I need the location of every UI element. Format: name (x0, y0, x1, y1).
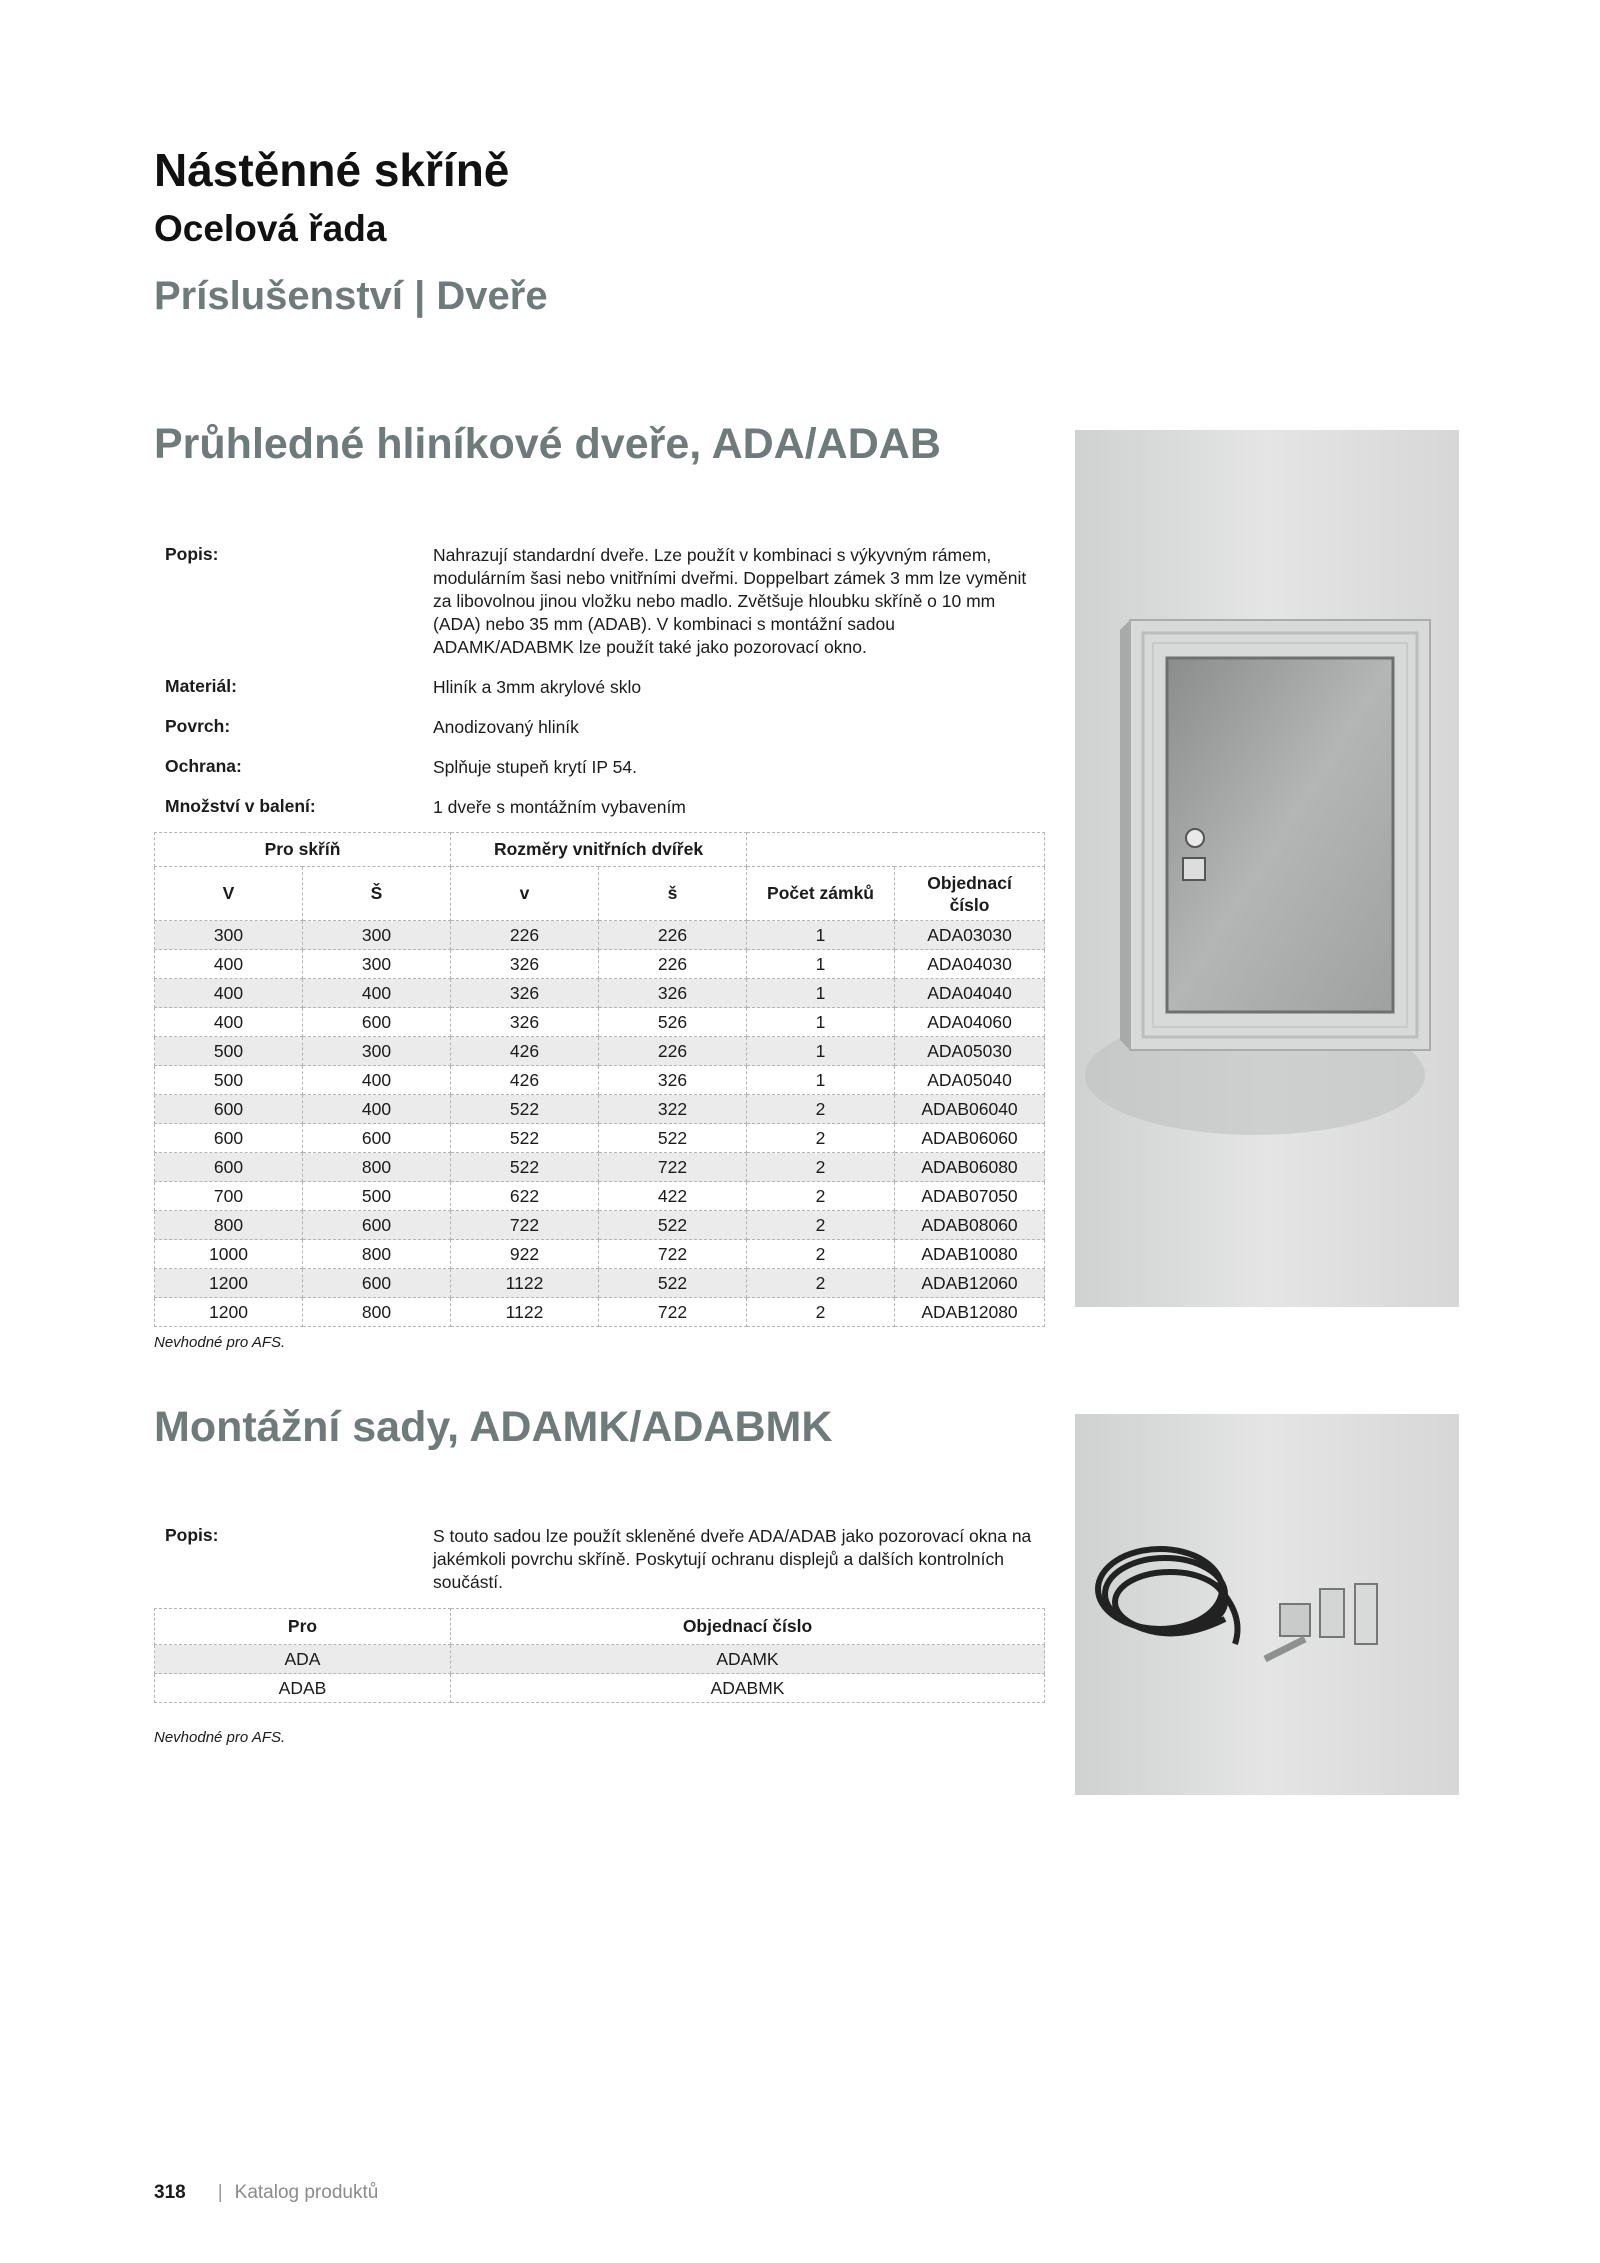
table-cell: 800 (303, 1153, 451, 1182)
table-cell: 922 (451, 1240, 599, 1269)
transparent-door-illustration (1075, 430, 1459, 1307)
table-cell: ADAB07050 (895, 1182, 1045, 1211)
page-number: 318 (154, 2182, 186, 2203)
column-header: š (599, 867, 747, 921)
table-cell: 2 (747, 1095, 895, 1124)
info-value: Nahrazují standardní dveře. Lze použít v kombinaci s výkyvným rámem, modulárním šasi nebo vnitřními dveřmi. Doppelbart zámek 3 mm lze vyměnit za libovolnou jinou vložku nebo madlo. Zvětšuje hloubku skříně o 10 mm (ADA) nebo 35 mm (ADAB). V kombinaci s montážní sadou ADAMK/ADABMK lze použít také jako pozorovací okno. (433, 545, 1027, 657)
info-row-surface (154, 716, 1044, 756)
table-cell: 1000 (155, 1240, 303, 1269)
table-cell: 2 (747, 1298, 895, 1327)
table-cell: ADAB12060 (895, 1269, 1045, 1298)
column-header: Počet zámků (747, 867, 895, 921)
table-cell: 522 (599, 1269, 747, 1298)
table-cell: 522 (451, 1124, 599, 1153)
table-row (155, 1124, 1045, 1153)
table-cell: 226 (599, 921, 747, 950)
table-row (155, 1645, 1045, 1674)
table-row (155, 1095, 1045, 1124)
info-row-protection (154, 756, 1044, 796)
table-cell: 2 (747, 1153, 895, 1182)
group-header-empty (747, 833, 1045, 867)
info-value: Hliník a 3mm akrylové sklo (433, 677, 642, 697)
table-row (155, 921, 1045, 950)
table-cell: 2 (747, 1182, 895, 1211)
table-cell: 1 (747, 1066, 895, 1095)
table-cell: ADAB06080 (895, 1153, 1045, 1182)
table-row (155, 1037, 1045, 1066)
table-cell: 400 (303, 1095, 451, 1124)
catalog-label: Katalog produktů (234, 2182, 379, 2203)
mounting-kit-illustration (1075, 1414, 1459, 1795)
table-cell: 500 (303, 1182, 451, 1211)
table-cell: 1 (747, 979, 895, 1008)
info-label: Ochrana: (165, 756, 242, 776)
table-cell: 800 (155, 1211, 303, 1240)
table-cell: 300 (303, 950, 451, 979)
doors-table (154, 832, 1045, 1327)
table-cell: 800 (303, 1298, 451, 1327)
table-cell: 722 (599, 1240, 747, 1269)
table-cell: 326 (451, 979, 599, 1008)
section-heading-mounting-kits: Montážní sady, ADAMK/ADABMK (154, 1403, 833, 1451)
info-value: S touto sadou lze použít skleněné dveře ADA/ADAB jako pozorovací okna na jakémkoli povrchu skříně. Poskytují ochranu displejů a dalších kontrolních součástí. (433, 1526, 1032, 1592)
column-header: V (155, 867, 303, 921)
table-cell: ADA04040 (895, 979, 1045, 1008)
table-cell: ADAB06040 (895, 1095, 1045, 1124)
table-cell: 500 (155, 1066, 303, 1095)
group-header-enclosure: Pro skříň (155, 833, 451, 867)
table-cell: 300 (155, 921, 303, 950)
column-header: v (451, 867, 599, 921)
table-cell: 1200 (155, 1298, 303, 1327)
page-category: Príslušenství | Dveře (154, 274, 548, 318)
table-cell: 300 (303, 921, 451, 950)
table-cell: 226 (451, 921, 599, 950)
table-cell: 1 (747, 1008, 895, 1037)
table-row (155, 950, 1045, 979)
table-cell: 400 (155, 979, 303, 1008)
table-cell: 600 (155, 1153, 303, 1182)
table-cell: 1 (747, 921, 895, 950)
table-cell: 522 (451, 1153, 599, 1182)
info-label: Popis: (165, 544, 219, 564)
table-cell: 722 (599, 1153, 747, 1182)
table-cell: 2 (747, 1124, 895, 1153)
table-cell: ADABMK (451, 1674, 1045, 1703)
table-cell: 1122 (451, 1298, 599, 1327)
table-row (155, 1211, 1045, 1240)
info-row-description (154, 544, 1044, 676)
table-row (155, 1298, 1045, 1327)
info-value: 1 dveře s montážním vybavením (433, 797, 686, 817)
table-cell: 422 (599, 1182, 747, 1211)
table-cell: 426 (451, 1037, 599, 1066)
table-cell: 426 (451, 1066, 599, 1095)
table-cell: 400 (155, 1008, 303, 1037)
info-label: Popis: (165, 1525, 219, 1545)
table-cell: 800 (303, 1240, 451, 1269)
info-value: Anodizovaný hliník (433, 717, 579, 737)
table-row (155, 1240, 1045, 1269)
table-cell: 322 (599, 1095, 747, 1124)
table-cell: 400 (303, 979, 451, 1008)
page-title: Nástěnné skříně (154, 144, 510, 196)
table-cell: 1 (747, 1037, 895, 1066)
group-header-inner-dims: Rozměry vnitřních dvířek (451, 833, 747, 867)
table-cell: 1122 (451, 1269, 599, 1298)
info-label: Materiál: (165, 676, 237, 696)
table-row (155, 1182, 1045, 1211)
table-cell: ADA03030 (895, 921, 1045, 950)
table-cell: 600 (155, 1124, 303, 1153)
table-cell: 326 (599, 1066, 747, 1095)
table-cell: 2 (747, 1269, 895, 1298)
table-cell: 522 (451, 1095, 599, 1124)
info-row-material (154, 676, 1044, 716)
column-header: Pro (155, 1609, 451, 1645)
table-cell: 522 (599, 1124, 747, 1153)
table-cell: ADAMK (451, 1645, 1045, 1674)
table-cell: ADA04060 (895, 1008, 1045, 1037)
table-cell: 326 (451, 950, 599, 979)
table-cell: 400 (303, 1066, 451, 1095)
table-cell: 326 (599, 979, 747, 1008)
table-cell: 526 (599, 1008, 747, 1037)
info-row-description (154, 1525, 1044, 1594)
table-cell: ADA05040 (895, 1066, 1045, 1095)
table-cell: ADAB06060 (895, 1124, 1045, 1153)
product-photo-door (1075, 430, 1459, 1307)
table-cell: 500 (155, 1037, 303, 1066)
kits-table (154, 1608, 1045, 1703)
table-cell: ADA04030 (895, 950, 1045, 979)
table-cell: 226 (599, 1037, 747, 1066)
kits-info-block (154, 1525, 1044, 1594)
table-cell: ADAB (155, 1674, 451, 1703)
table-cell: 722 (599, 1298, 747, 1327)
product-photo-mounting-kit (1075, 1414, 1459, 1795)
footer-separator: | (217, 2182, 223, 2203)
page-subtitle: Ocelová řada (154, 208, 387, 249)
table-cell: ADA05030 (895, 1037, 1045, 1066)
table-cell: 2 (747, 1211, 895, 1240)
table-row (155, 1008, 1045, 1037)
doors-note: Nevhodné pro AFS. (154, 1334, 286, 1351)
info-value: Splňuje stupeň krytí IP 54. (433, 757, 637, 777)
table-cell: ADA (155, 1645, 451, 1674)
info-label: Povrch: (165, 716, 231, 736)
table-cell: 300 (303, 1037, 451, 1066)
table-cell: 226 (599, 950, 747, 979)
column-header: Objednací číslo (895, 867, 1045, 921)
table-cell: 622 (451, 1182, 599, 1211)
table-cell: 722 (451, 1211, 599, 1240)
table-row (155, 1269, 1045, 1298)
section-heading-doors: Průhledné hliníkové dveře, ADA/ADAB (154, 420, 941, 468)
column-header: Objednací číslo (451, 1609, 1045, 1645)
table-cell: 600 (303, 1211, 451, 1240)
table-cell: 600 (303, 1008, 451, 1037)
table-cell: 400 (155, 950, 303, 979)
table-row (155, 979, 1045, 1008)
table-cell: 2 (747, 1240, 895, 1269)
table-cell: 600 (303, 1269, 451, 1298)
table-cell: 326 (451, 1008, 599, 1037)
table-cell: 600 (303, 1124, 451, 1153)
doors-info-block (154, 544, 1044, 826)
table-row (155, 1066, 1045, 1095)
kits-note: Nevhodné pro AFS. (154, 1729, 286, 1746)
column-header: Š (303, 867, 451, 921)
table-cell: ADAB12080 (895, 1298, 1045, 1327)
info-row-quantity (154, 796, 1044, 826)
page-footer (154, 2182, 378, 2204)
table-row (155, 1674, 1045, 1703)
table-cell: 1200 (155, 1269, 303, 1298)
table-cell: 1 (747, 950, 895, 979)
table-row (155, 1153, 1045, 1182)
table-cell: 700 (155, 1182, 303, 1211)
table-cell: ADAB10080 (895, 1240, 1045, 1269)
table-cell: ADAB08060 (895, 1211, 1045, 1240)
table-cell: 522 (599, 1211, 747, 1240)
info-label: Množství v balení: (165, 796, 316, 816)
table-cell: 600 (155, 1095, 303, 1124)
